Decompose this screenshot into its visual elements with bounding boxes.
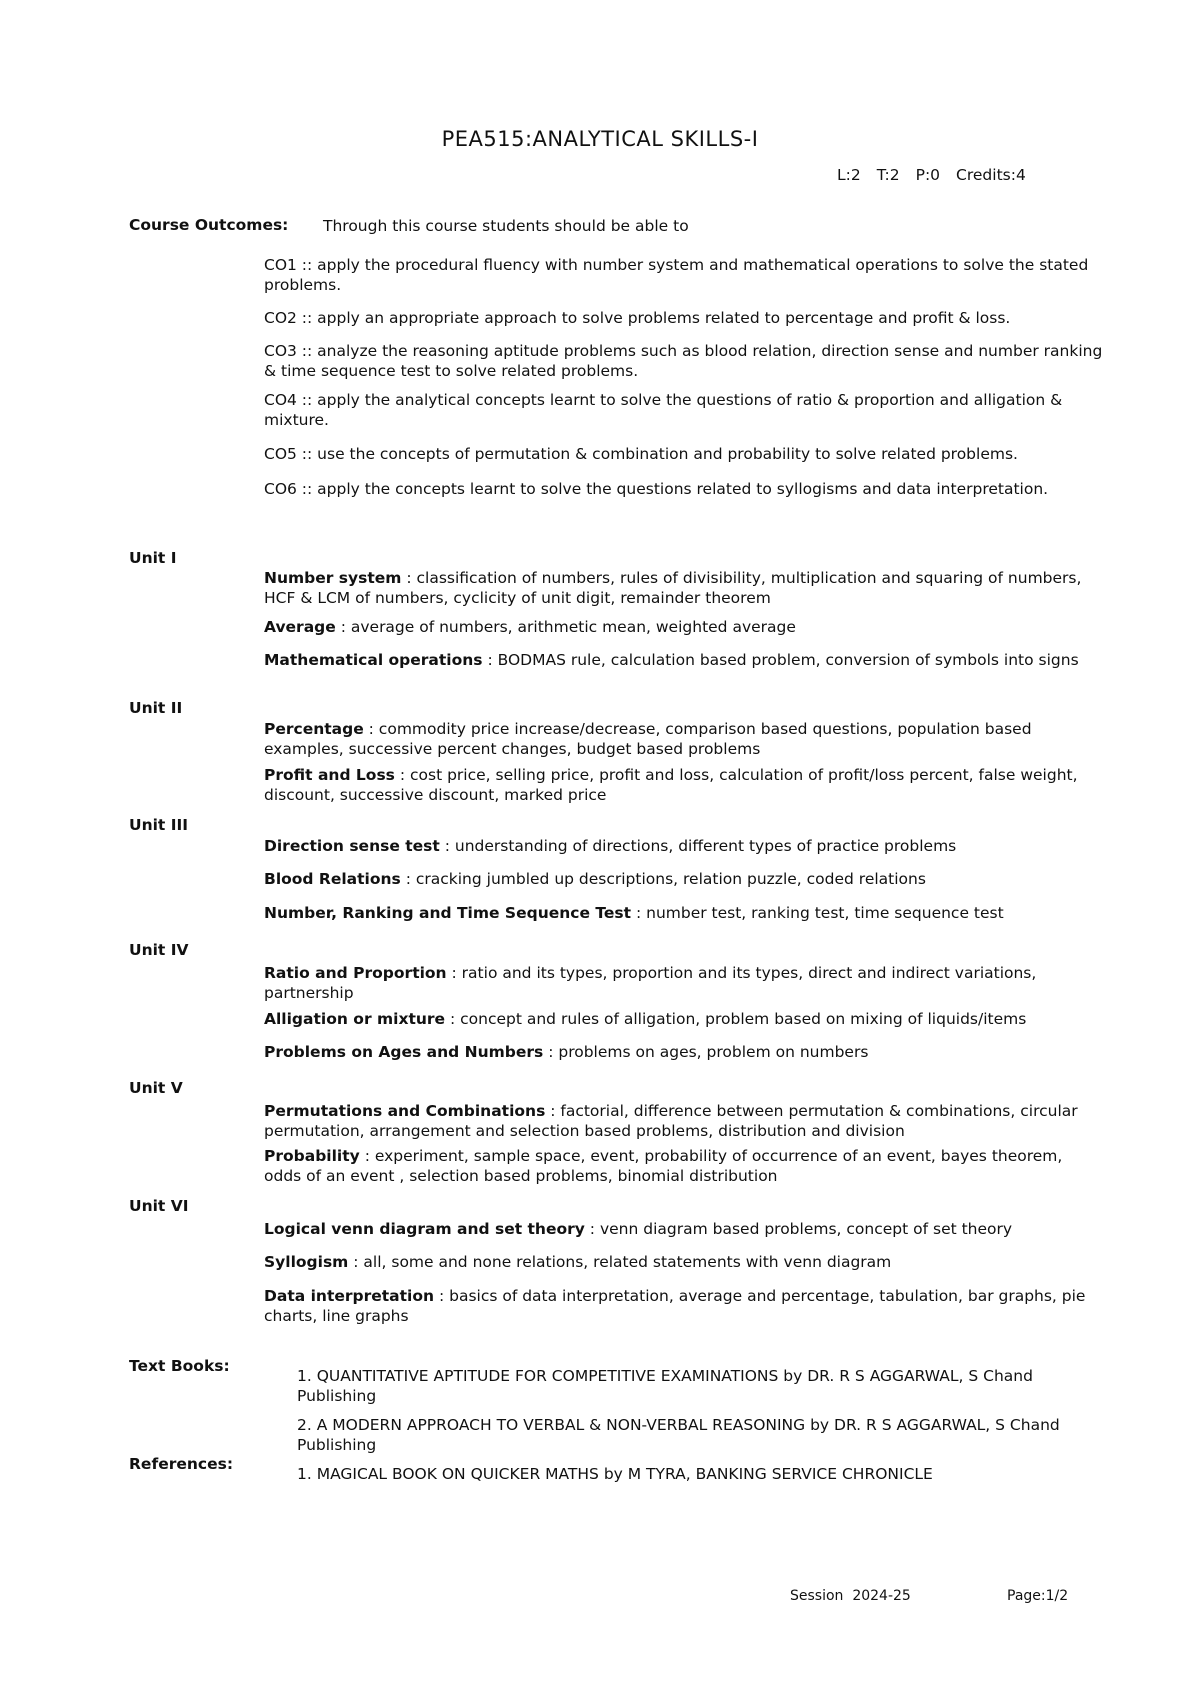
topic-desc: : experiment, sample space, event, probability of occurrence of an event, bayes theorem, odds of an event , selection based problems, binomial distribution [264, 1147, 1063, 1185]
ltp-credits [837, 166, 1026, 184]
topic-name: Ratio and Proportion [264, 964, 447, 982]
lecture-hours: L:2 [837, 166, 861, 184]
topic-desc: : all, some and none relations, related statements with venn diagram [348, 1253, 892, 1271]
topic-desc: : factorial, difference between permutation & combinations, circular permutation, arrangement and selection based problems, distribution and division [264, 1102, 1078, 1140]
unit-topic [264, 1286, 1104, 1326]
topic-name: Profit and Loss [264, 766, 395, 784]
unit-label: Unit III [129, 816, 189, 834]
topic-desc: : cost price, selling price, profit and loss, calculation of profit/loss percent, false weight, discount, successive discount, marked price [264, 766, 1078, 804]
topic-name: Percentage [264, 720, 364, 738]
topic-name: Alligation or mixture [264, 1010, 446, 1028]
text-book-item: 2. A MODERN APPROACH TO VERBAL & NON-VERBAL REASONING by DR. R S AGGARWAL, S Chand Publishing [297, 1416, 1060, 1454]
topic-desc: : venn diagram based problems, concept of set theory [584, 1220, 1013, 1238]
course-outcome-item: CO5 :: use the concepts of permutation & combination and probability to solve related problems. [264, 445, 1018, 463]
unit-topic [264, 1252, 1104, 1272]
topic-name: Logical venn diagram and set theory [264, 1220, 585, 1238]
topic-desc: : understanding of directions, different types of practice problems [439, 837, 957, 855]
text-books-label: Text Books: [129, 1357, 230, 1375]
unit-topic [264, 903, 1104, 923]
unit-topic [264, 650, 1104, 670]
unit-label: Unit V [129, 1079, 183, 1097]
topic-name: Problems on Ages and Numbers [264, 1043, 544, 1061]
credits: Credits:4 [956, 166, 1026, 184]
unit-topic [264, 719, 1104, 759]
session-text: Session 2024-25 [790, 1588, 911, 1604]
page-title: PEA515:ANALYTICAL SKILLS-I [441, 127, 759, 151]
unit-topic [264, 869, 1104, 889]
unit-label: Unit I [129, 549, 177, 567]
topic-name: Number system [264, 569, 402, 587]
unit-topic [264, 617, 1104, 637]
unit-label: Unit II [129, 699, 183, 717]
course-outcome-item: CO3 :: analyze the reasoning aptitude problems such as blood relation, direction sense and number ranking & time sequence test to solve related problems. [264, 342, 1103, 380]
unit-topic [264, 765, 1104, 805]
course-outcome-item: CO4 :: apply the analytical concepts learnt to solve the questions of ratio & proportion and alligation & mixture. [264, 391, 1063, 429]
topic-desc: : average of numbers, arithmetic mean, weighted average [335, 618, 796, 636]
course-outcomes-intro: Through this course students should be able to [323, 217, 689, 235]
unit-label: Unit IV [129, 941, 189, 959]
unit-topic [264, 1101, 1104, 1141]
topic-name: Number, Ranking and Time Sequence Test [264, 904, 632, 922]
topic-desc: : concept and rules of alligation, problem based on mixing of liquids/items [445, 1010, 1027, 1028]
topic-desc: : classification of numbers, rules of divisibility, multiplication and squaring of numbers, HCF & LCM of numbers, cyclicity of unit digit, remainder theorem [264, 569, 1082, 607]
topic-name: Syllogism [264, 1253, 349, 1271]
page-number: Page:1/2 [1007, 1588, 1069, 1604]
references-label: References: [129, 1455, 234, 1473]
topic-name: Direction sense test [264, 837, 440, 855]
topic-desc: : BODMAS rule, calculation based problem, conversion of symbols into signs [482, 651, 1079, 669]
practical-hours: P:0 [915, 166, 941, 184]
topic-desc: : commodity price increase/decrease, comparison based questions, population based examples, successive percent changes, budget based problems [264, 720, 1032, 758]
unit-label: Unit VI [129, 1197, 189, 1215]
topic-name: Average [264, 618, 336, 636]
topic-desc: : basics of data interpretation, average and percentage, tabulation, bar graphs, pie charts, line graphs [264, 1287, 1086, 1325]
topic-desc: : ratio and its types, proportion and its types, direct and indirect variations, partnership [264, 964, 1037, 1002]
course-outcome-item: CO2 :: apply an appropriate approach to solve problems related to percentage and profit & loss. [264, 309, 1011, 327]
unit-topic [264, 1146, 1104, 1186]
topic-name: Data interpretation [264, 1287, 435, 1305]
unit-topic [264, 1009, 1104, 1029]
course-outcomes-label: Course Outcomes: [129, 216, 289, 234]
unit-topic [264, 1042, 1104, 1062]
topic-name: Mathematical operations [264, 651, 483, 669]
course-outcome-item: CO1 :: apply the procedural fluency with number system and mathematical operations to solve the stated problems. [264, 256, 1089, 294]
topic-name: Probability [264, 1147, 360, 1165]
topic-desc: : cracking jumbled up descriptions, relation puzzle, coded relations [400, 870, 926, 888]
tutorial-hours: T:2 [876, 166, 900, 184]
topic-desc: : problems on ages, problem on numbers [543, 1043, 869, 1061]
topic-desc: : number test, ranking test, time sequence test [631, 904, 1004, 922]
topic-name: Blood Relations [264, 870, 401, 888]
reference-item: 1. MAGICAL BOOK ON QUICKER MATHS by M TYRA, BANKING SERVICE CHRONICLE [297, 1465, 933, 1483]
course-outcome-item: CO6 :: apply the concepts learnt to solve the questions related to syllogisms and data interpretation. [264, 480, 1049, 498]
text-book-item: 1. QUANTITATIVE APTITUDE FOR COMPETITIVE EXAMINATIONS by DR. R S AGGARWAL, S Chand Publishing [297, 1367, 1033, 1405]
unit-topic [264, 568, 1104, 608]
topic-name: Permutations and Combinations [264, 1102, 546, 1120]
unit-topic [264, 1219, 1104, 1239]
unit-topic [264, 836, 1104, 856]
unit-topic [264, 963, 1104, 1003]
